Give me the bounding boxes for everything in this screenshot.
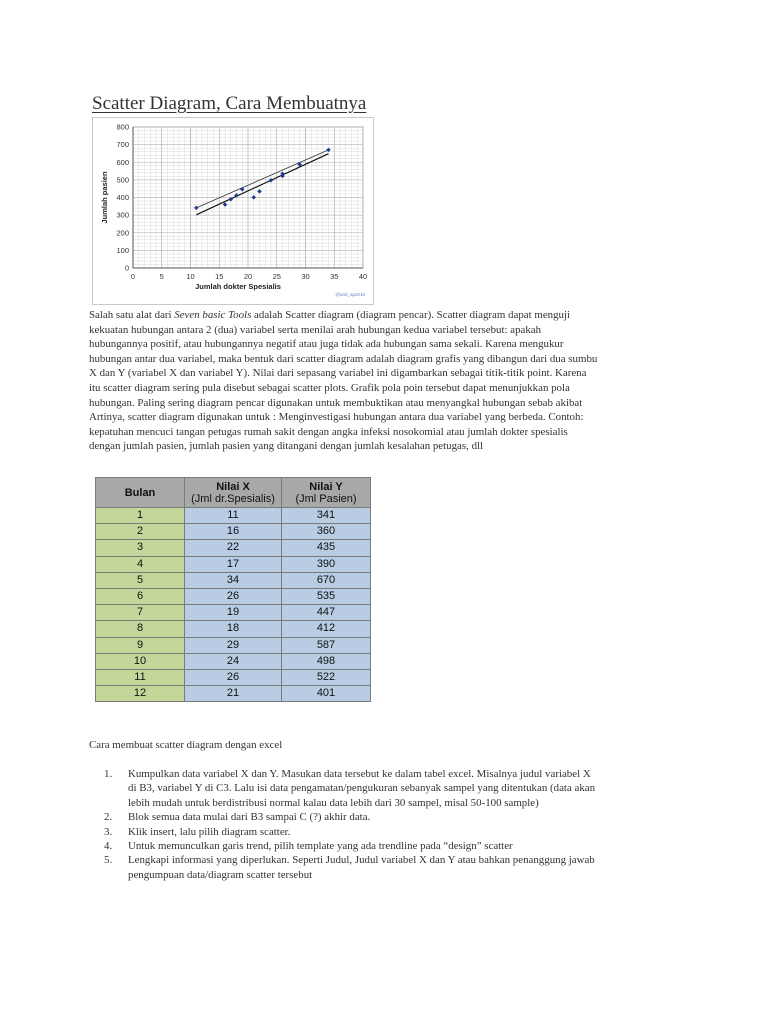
list-item-line: Blok semua data mulai dari B3 sampai C (?) akhir data. <box>128 811 371 824</box>
paragraph-line: hubungan antar dua variabel, maka bentuk dari scatter diagram adalah diagram grafis yang dibangun dari dua sumbu <box>89 352 598 365</box>
table-cell: 535 <box>282 588 371 604</box>
table-cell: 401 <box>282 686 371 702</box>
x-tick-label: 40 <box>358 272 368 281</box>
x-tick-label: 25 <box>272 272 281 281</box>
list-item-text <box>128 767 684 810</box>
list-item-text <box>128 839 684 853</box>
table-cell: 11 <box>96 669 185 685</box>
list-item-number: 4. <box>104 840 113 853</box>
table-body <box>96 508 371 702</box>
list-item <box>104 810 684 824</box>
list-item <box>104 839 684 853</box>
table-cell: 10 <box>96 653 185 669</box>
table-row <box>96 540 371 556</box>
list-item-line: Untuk memunculkan garis trend, pilih template yang ada trendline pada “design” scatter <box>128 840 513 853</box>
table-cell: 34 <box>185 572 282 588</box>
list-item-line: Lengkapi informasi yang diperlukan. Seperti Judul, Judul variabel X dan Y atau bahkan penanggung jawab <box>128 854 595 867</box>
list-item <box>104 825 684 839</box>
x-tick-label: 5 <box>159 272 164 281</box>
table-row <box>96 556 371 572</box>
table-cell: 390 <box>282 556 371 572</box>
table-cell: 522 <box>282 669 371 685</box>
table-cell: 18 <box>185 621 282 637</box>
emphasis-text: Seven basic Tools <box>174 309 252 321</box>
table-row <box>96 524 371 540</box>
y-tick-label: 300 <box>116 210 129 220</box>
intro-paragraph <box>89 308 681 454</box>
x-tick-label: 10 <box>186 272 195 281</box>
x-tick-label: 30 <box>301 272 310 281</box>
list-item-number: 3. <box>104 825 113 838</box>
list-item-text <box>128 810 684 824</box>
table-cell: 22 <box>185 540 282 556</box>
table-cell: 341 <box>282 508 371 524</box>
list-item-number: 5. <box>104 854 113 867</box>
list-item-line: lebih mudah untuk berdistribusi normal kalau data lebih dari 30 sampel, misal 50-100 sample) <box>128 796 539 809</box>
table-cell: 16 <box>185 524 282 540</box>
table-cell: 447 <box>282 605 371 621</box>
table-cell: 9 <box>96 637 185 653</box>
steps-list <box>104 767 684 882</box>
text-segment: adalah Scatter diagram (diagram pencar). Scatter diagram dapat menguji <box>251 309 571 321</box>
table-cell: 435 <box>282 540 371 556</box>
paragraph-line: dengan jumlah pasien, jumlah pasien yang ditangani dengan jumlah kesalahan petugas, dll <box>89 440 484 453</box>
table-cell: 2 <box>96 524 185 540</box>
paragraph-line: hubungannya positif, atau hubungannya negatif atau juga tidak ada hubungan sama sekali. Karena mengukur <box>89 338 564 351</box>
table-row <box>96 605 371 621</box>
paragraph-line: itu scatter diagram sering pula disebut sebagai scatter plots. Grafik pola poin tersebut dapat menunjukkan pola <box>89 381 570 394</box>
column-header <box>96 478 185 508</box>
table-cell: 5 <box>96 572 185 588</box>
column-header <box>185 478 282 508</box>
x-axis-label: Jumlah dokter Spesialis <box>195 282 281 291</box>
column-header-subtitle: (Jml Pasien) <box>295 492 357 505</box>
scatter-chart-svg <box>93 118 373 304</box>
table-cell: 24 <box>185 653 282 669</box>
y-tick-label: 800 <box>116 122 129 132</box>
x-tick-label: 20 <box>243 272 253 281</box>
paragraph-line <box>89 308 681 323</box>
paragraph-line: kepatuhan mencuci tangan petugas rumah sakit dengan angka infeksi nosokomial atau jumlah dokter spesialis <box>89 425 568 438</box>
table-row <box>96 572 371 588</box>
table-header-row <box>96 478 371 508</box>
column-header-title: Nilai X <box>216 480 250 493</box>
table-cell: 12 <box>96 686 185 702</box>
table-row <box>96 653 371 669</box>
table-cell: 412 <box>282 621 371 637</box>
list-item-line: pengumpuan data/diagram scatter tersebut <box>128 868 313 881</box>
table-cell: 8 <box>96 621 185 637</box>
x-tick-label: 0 <box>130 272 136 281</box>
list-item-line: Klik insert, lalu pilih diagram scatter. <box>128 825 291 838</box>
y-tick-label: 100 <box>116 245 129 255</box>
table-cell: 3 <box>96 540 185 556</box>
table-cell: 19 <box>185 605 282 621</box>
table-row <box>96 686 371 702</box>
table-row <box>96 637 371 653</box>
table-row <box>96 669 371 685</box>
table-cell: 7 <box>96 605 185 621</box>
list-item <box>104 767 684 810</box>
table-cell: 26 <box>185 669 282 685</box>
list-item-number: 1. <box>104 768 113 780</box>
page-title: Scatter Diagram, Cara Membuatnya <box>92 93 367 114</box>
table-cell: 26 <box>185 588 282 604</box>
table-cell: 29 <box>185 637 282 653</box>
table-cell: 360 <box>282 524 371 540</box>
y-tick-label: 200 <box>116 228 129 238</box>
y-tick-label: 500 <box>116 175 129 185</box>
y-tick-label: 0 <box>124 263 129 273</box>
table-cell: 4 <box>96 556 185 572</box>
table-row <box>96 508 371 524</box>
column-header <box>282 478 371 508</box>
table-cell: 21 <box>185 686 282 702</box>
list-item-line: Kumpulkan data variabel X dan Y. Masukan data tersebut ke dalam tabel excel. Misalnya judul variabel X <box>128 768 591 780</box>
list-item-text <box>128 853 684 882</box>
scatter-chart <box>92 117 374 305</box>
data-table <box>95 477 371 702</box>
paragraph-line: Artinya, scatter diagram digunakan untuk : Menginvestigasi hubungan antara dua variabel yang berbeda. Contoh: <box>89 411 584 424</box>
column-header-title: Nilai Y <box>309 480 343 493</box>
paragraph-line: X dan Y (variabel X dan variabel Y). Nilai dari sepasang variabel ini digambarkan sebagai titik-titik point. Karena <box>89 367 587 380</box>
list-item-line: di B3, variabel Y di C3. Lalu isi data pengamatan/pengukuran sebanyak sampel yang ditentukan (data akan <box>128 782 596 795</box>
y-axis-label: Jumlah pasien <box>100 171 109 224</box>
x-tick-label: 35 <box>330 272 339 281</box>
list-item <box>104 853 684 882</box>
table-cell: 6 <box>96 588 185 604</box>
table-cell: 1 <box>96 508 185 524</box>
list-item-text <box>128 825 684 839</box>
table-row <box>96 621 371 637</box>
y-tick-label: 600 <box>116 157 129 167</box>
y-tick-label: 400 <box>116 193 129 202</box>
y-tick-label: 700 <box>116 140 129 150</box>
paragraph-line: hubungan. Paling sering diagram pencar digunakan untuk membuktikan atau menyangkal hubungan sebab akibat <box>89 396 583 409</box>
table-row <box>96 588 371 604</box>
table-cell: 587 <box>282 637 371 653</box>
steps-lead: Cara membuat scatter diagram dengan excel <box>89 739 283 751</box>
list-item-number: 2. <box>104 811 113 824</box>
table-cell: 670 <box>282 572 371 588</box>
table-cell: 11 <box>185 508 282 524</box>
watermark: @ardi_ap2010 <box>335 292 365 297</box>
text-segment: Salah satu alat dari <box>89 309 175 321</box>
paragraph-line: kekuatan hubungan antara 2 (dua) variabel serta menilai arah hubungan kedua variabel tersebut: apakah <box>89 323 542 336</box>
column-header-subtitle: (Jml dr.Spesialis) <box>191 492 275 505</box>
x-tick-label: 15 <box>215 272 224 281</box>
table-cell: 17 <box>185 556 282 572</box>
column-header-title: Bulan <box>124 486 156 499</box>
table-cell: 498 <box>282 653 371 669</box>
